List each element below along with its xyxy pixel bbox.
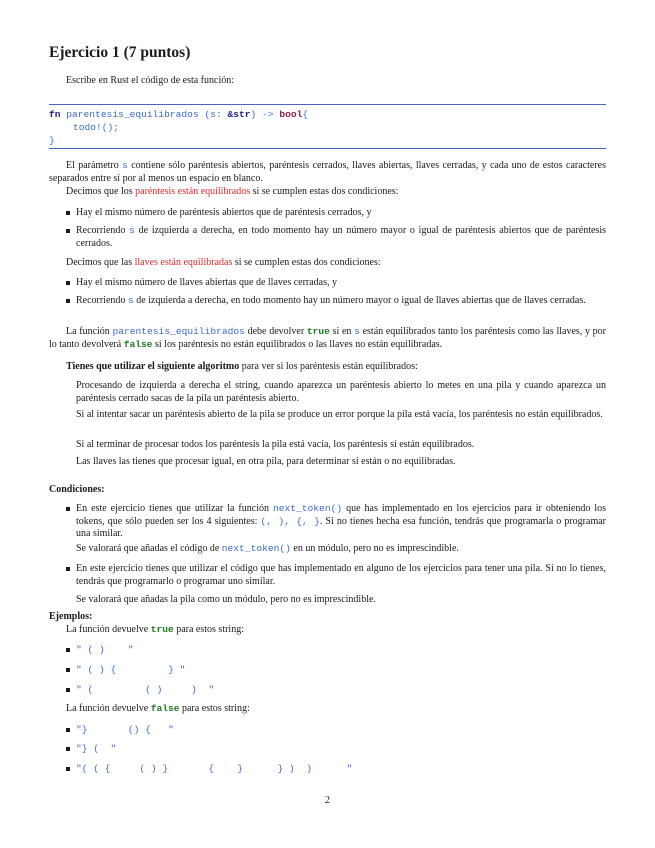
text: en un módulo, pero no es imprescindible. — [290, 543, 459, 554]
param-type: &str — [227, 109, 251, 120]
example-string: " ( ( ) ) " — [76, 684, 215, 695]
bullet-icon — [66, 767, 70, 771]
list-text: Hay el mismo número de paréntesis abiertos que de paréntesis cerrados, y — [76, 207, 372, 218]
example-string: "} () { " — [76, 724, 174, 735]
list-text: En este ejercicio tienes que utilizar el código que has implementado en alguno de los ejercicios para tener una pila. Si no lo tienes, tendrás que programarlo o programar uno similar. — [76, 563, 606, 587]
text: La función — [66, 326, 113, 337]
text: si se cumplen estas dos condiciones: — [232, 257, 381, 268]
text: que has implementado en los ejercicios para ir obteniendo los tokens, que sólo pueden ser los 4 siguientes: — [76, 503, 606, 527]
text: de izquierda a derecha, en todo momento hay un número mayor o igual de llaves abiertas que de llaves cerradas. — [133, 295, 586, 306]
intro-text: Escribe en Rust el código de esta función: — [66, 75, 235, 86]
return-type: bool — [279, 109, 303, 120]
fn-keyword: fn — [49, 109, 61, 120]
def-parentesis — [66, 186, 398, 199]
text: . Si no tienes hecha esa función, tendrás que programarla o programar una similar. — [76, 515, 606, 539]
var-s: s — [122, 160, 128, 171]
fn-name: next_token() — [273, 503, 343, 514]
true-intro — [66, 624, 244, 637]
example-item — [66, 763, 352, 776]
token-list: (, ), {, } — [260, 515, 320, 527]
text: Decimos que las — [66, 257, 135, 268]
text: para estos string: — [179, 703, 250, 714]
false-keyword: false — [123, 338, 153, 350]
def-llaves — [66, 257, 381, 270]
example-string: "} ( " — [76, 743, 117, 754]
bullet-icon — [66, 567, 70, 571]
param-description — [49, 160, 606, 185]
example-string: "( ( { ( ) } { } } ) ) " — [76, 763, 353, 774]
true-keyword: true — [150, 624, 174, 635]
algorithm-step: Si al terminar de procesar todos los paréntesis la pila está vacía, los paréntesis sí están equilibrados. — [76, 439, 475, 450]
text: Decimos que los — [66, 186, 136, 197]
code-top-rule — [49, 104, 606, 105]
text: Recorriendo — [76, 295, 128, 306]
bullet-icon — [66, 688, 70, 692]
bullet-icon — [66, 668, 70, 672]
bullet-icon — [66, 648, 70, 652]
page-title: Ejercicio 1 (7 puntos) — [49, 44, 191, 61]
bullet-icon — [66, 211, 70, 215]
text: de izquierda a derecha, en todo momento hay un número mayor o igual de paréntesis abiertos que de paréntesis cerrados. — [76, 225, 606, 249]
false-intro — [66, 703, 250, 716]
text: La función devuelve — [66, 703, 151, 714]
page-number: 2 — [325, 795, 330, 806]
false-keyword: false — [150, 703, 180, 714]
var-s: s — [354, 326, 360, 337]
text: Recorriendo — [76, 225, 130, 236]
return-description — [49, 326, 606, 351]
example-item — [66, 724, 174, 737]
algorithm-step: Procesando de izquierda a derecha el string, cuando aparezca un paréntesis abierto lo metes en una pila y cuando aparezca un paréntesis cerrado sacas de la pila un paréntesis abierto. — [76, 380, 606, 404]
bullet-icon — [66, 747, 70, 751]
example-item — [66, 644, 134, 657]
text: están equilibrados tanto los paréntesis como las llaves, y por lo tanto devolverá — [49, 326, 607, 350]
text: para ver si los paréntesis están equilibrados: — [239, 361, 418, 372]
code-close: } — [49, 135, 55, 146]
algorithm-step: Si al intentar sacar un paréntesis abierto de la pila se produce un error porque la pila está vacía, los paréntesis no están equilibrados. — [76, 409, 603, 420]
list-item — [66, 503, 606, 541]
note — [76, 543, 459, 556]
example-item — [66, 743, 116, 756]
true-keyword: true — [306, 326, 330, 337]
text: si los paréntesis no están equilibrados o las llaves no están equilibradas. — [152, 338, 443, 350]
text: si se cumplen estas dos condiciones: — [250, 186, 399, 197]
example-item — [66, 664, 185, 677]
text: La función devuelve — [66, 624, 151, 635]
example-string: " ( ) " — [76, 644, 134, 655]
conditions-heading: Condiciones: — [49, 484, 105, 495]
text: debe devolver — [244, 326, 307, 337]
text: El parámetro — [66, 160, 123, 171]
open-brace: { — [302, 109, 309, 120]
bullet-icon — [66, 281, 70, 285]
examples-heading: Ejemplos: — [49, 611, 93, 622]
list-item — [66, 563, 606, 588]
bullet-icon — [66, 728, 70, 732]
fn-name: parentesis_equilibrados — [112, 326, 245, 337]
text: si en — [329, 326, 355, 337]
code-signature — [49, 109, 308, 122]
fn-params: (s: — [198, 109, 228, 120]
algorithm-bold: Tienes que utilizar el siguiente algoritmo — [66, 361, 240, 372]
example-item — [66, 684, 214, 697]
text: contiene sólo paréntesis abiertos, paréntesis cerrados, llaves abiertas, llaves cerradas, y cada uno de estos caracteres separados entre sí por al menos un espacio en blanco. — [49, 160, 606, 184]
algorithm-intro — [66, 361, 418, 374]
code-bottom-rule — [49, 148, 606, 149]
algorithm-step: Las llaves las tienes que procesar igual, en otra pila, para determinar si están o no equilibradas. — [76, 456, 456, 467]
list-item — [66, 207, 606, 220]
var-s: s — [127, 295, 134, 306]
bullet-icon — [66, 507, 70, 511]
fn-name: parentesis_equilibrados — [66, 109, 199, 120]
list-text: Hay el mismo número de llaves abiertas que de llaves cerradas, y — [76, 277, 338, 288]
arrow: ) -> — [250, 109, 280, 120]
bullet-icon — [66, 299, 70, 303]
term-highlight: paréntesis están equilibrados — [135, 186, 251, 197]
bullet-icon — [66, 229, 70, 233]
list-item — [66, 225, 606, 250]
code-body: todo!(); — [73, 122, 120, 133]
list-item — [66, 295, 606, 308]
example-string: " ( ) { } " — [76, 664, 186, 675]
text: Se valorará que añadas el código de — [76, 543, 222, 554]
term-highlight: llaves están equilibradas — [134, 257, 233, 268]
list-item — [66, 277, 606, 290]
text: En este ejercicio tienes que utilizar la función — [76, 503, 273, 514]
note: Se valorará que añadas la pila como un módulo, pero no es imprescindible. — [76, 594, 376, 605]
text: para estos string: — [173, 624, 244, 635]
var-s: s — [129, 225, 135, 236]
fn-name: next_token() — [221, 543, 291, 554]
